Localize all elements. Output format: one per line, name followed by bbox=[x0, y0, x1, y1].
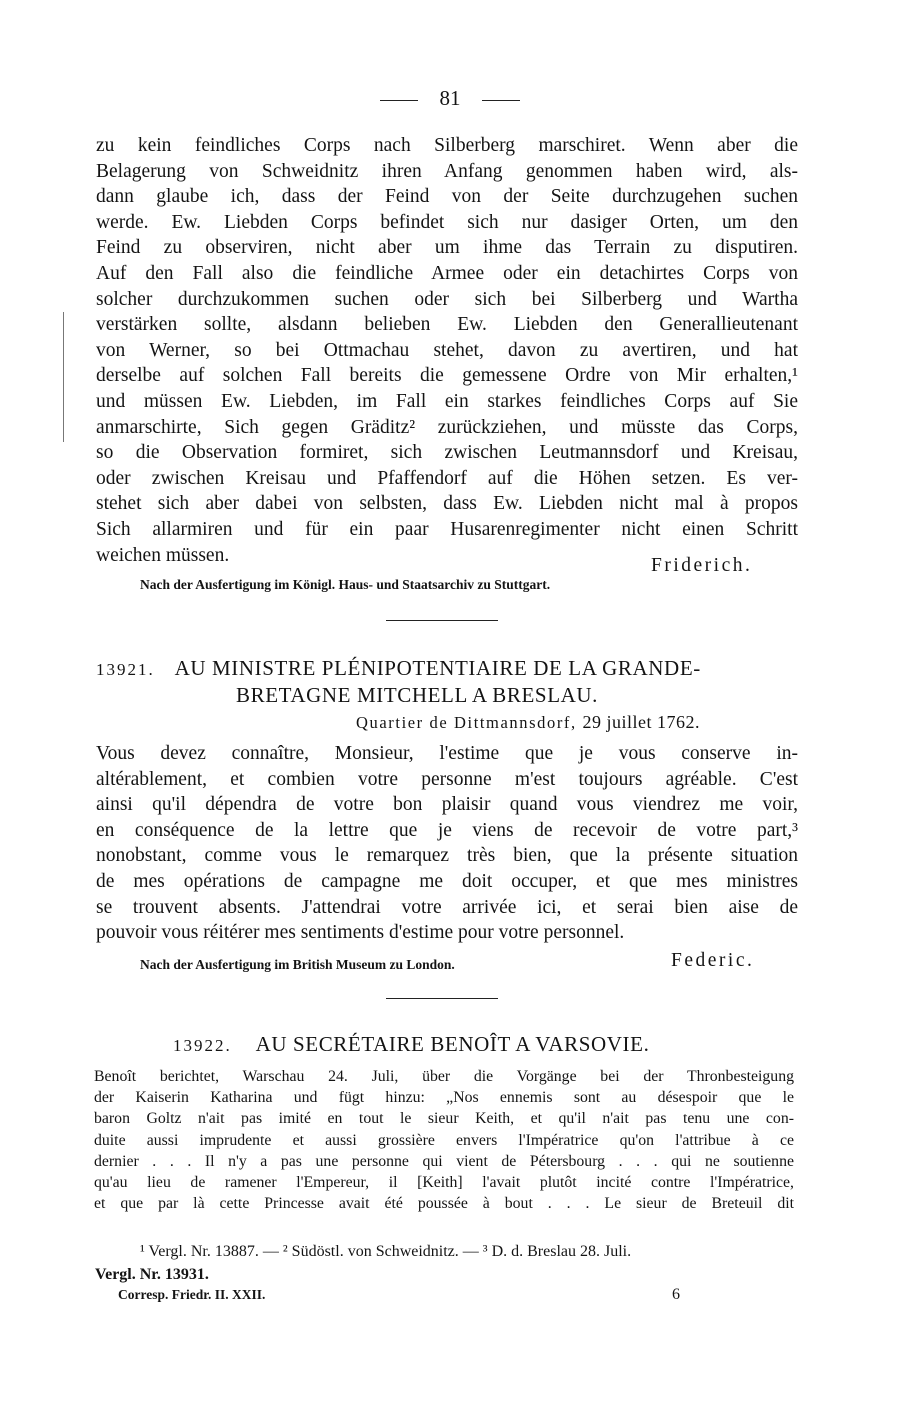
body-line: altérablement, et combien votre personne m'est toujours agréable. C'est bbox=[96, 768, 798, 790]
letter-3-number: 13922. bbox=[173, 1036, 232, 1055]
body-line: et que par là cette Princesse avait été poussée à bout . . . Le sieur de Breteuil dit bbox=[94, 1195, 794, 1213]
footer-signature-mark: 6 bbox=[672, 1286, 680, 1303]
page-number: 81 bbox=[439, 86, 461, 110]
body-line: anmarschirte, Sich gegen Gräditz² zurückziehen, und müsste das Corps, bbox=[96, 416, 798, 438]
body-line: derselbe auf solchen Fall bereits die gemessene Ordre von Mir erhalten,¹ bbox=[96, 365, 798, 387]
body-line: so die Observation formiret, sich zwischen Leutmannsdorf und Kreisau, bbox=[96, 442, 798, 464]
separator-rule bbox=[386, 620, 498, 621]
header-dash-right bbox=[482, 100, 520, 101]
body-line: se trouvent absents. J'attendrai votre arrivée ici, et serai bien aise de bbox=[96, 896, 798, 918]
body-line: Sich allarmiren und für ein paar Husarenregimenter nicht einen Schritt bbox=[96, 518, 798, 540]
letter-3-heading bbox=[173, 1032, 649, 1057]
body-line: zu kein feindliches Corps nach Silberberg marschiret. Wenn aber die bbox=[96, 135, 798, 156]
letter-2-body bbox=[96, 741, 798, 946]
body-line: ainsi qu'il dépendra de votre bon plaisir quand vous viendrez me voir, bbox=[96, 794, 798, 816]
body-line: dann glaube ich, dass der Feind von der Seite durchzugehen suchen bbox=[96, 186, 798, 208]
body-line: und müssen Ew. Liebden, im Fall ein starkes feindliches Corps auf Sie bbox=[96, 390, 798, 412]
letter-1-source: Nach der Ausfertigung im Königl. Haus- und Staatsarchiv zu Stuttgart. bbox=[140, 577, 551, 592]
body-line: qu'au lieu de ramener l'Empereur, il [Keith] l'avait plutôt incité contre l'Impératrice, bbox=[94, 1174, 794, 1192]
body-line: nonobstant, comme vous le remarquez très bien, que la présente situation bbox=[96, 845, 798, 867]
body-line: der Kaiserin Katharina und fügt hinzu: „Nos ennemis sont au désespoir que le bbox=[94, 1089, 794, 1107]
letter-1-body bbox=[96, 133, 798, 568]
header-dash-left bbox=[380, 100, 418, 101]
letter-1-signature: Friderich. bbox=[651, 555, 753, 576]
body-line: von Werner, so bei Ottmachau stehet, davon zu avertiren, und hat bbox=[96, 339, 798, 361]
body-line: Belagerung von Schweidnitz ihren Anfang genommen haben wird, als- bbox=[96, 160, 798, 182]
page-header bbox=[0, 86, 900, 111]
letter-3-title: AU SECRÉTAIRE BENOÎT A VARSOVIE. bbox=[255, 1032, 650, 1056]
body-line: weichen müssen. bbox=[96, 544, 230, 566]
footnote-line-2: Vergl. Nr. 13931. bbox=[95, 1266, 209, 1283]
letter-2-title-line-2: BRETAGNE MITCHELL A BRESLAU. bbox=[236, 683, 599, 707]
letter-2-source: Nach der Ausfertigung im British Museum zu London. bbox=[140, 957, 455, 972]
letter-2-title-line-1: AU MINISTRE PLÉNIPOTENTIAIRE DE LA GRANDE- bbox=[174, 656, 701, 680]
body-line: solcher durchzukommen suchen oder sich bei Silberberg und Wartha bbox=[96, 288, 798, 310]
body-line: Vous devez connaître, Monsieur, l'estime que je vous conserve in- bbox=[96, 743, 798, 764]
body-line: duite aussi imprudente et aussi grossière envers l'Impératrice qu'on l'attribue à ce bbox=[94, 1131, 794, 1149]
letter-2-date: 29 juillet 1762. bbox=[582, 712, 700, 732]
letter-2-place: Quartier de Dittmannsdorf, bbox=[356, 713, 577, 732]
footer-source: Corresp. Friedr. II. XXII. bbox=[118, 1287, 266, 1302]
body-line: baron Goltz n'ait pas imité en tout le sieur Keith, et qu'il n'ait pas tenu une con- bbox=[94, 1110, 794, 1128]
body-line: Benoît berichtet, Warschau 24. Juli, über die Vorgänge bei der Thronbesteigung bbox=[94, 1068, 794, 1085]
separator-rule bbox=[386, 998, 498, 999]
body-line: Auf den Fall also die feindliche Armee oder ein detachirtes Corps von bbox=[96, 262, 798, 284]
body-line: verstärken sollte, alsdann belieben Ew. Liebden den Generallieutenant bbox=[96, 314, 798, 336]
margin-mark bbox=[63, 312, 64, 442]
letter-2-signature: Federic. bbox=[671, 950, 755, 971]
letter-2-heading bbox=[96, 656, 798, 681]
body-line: stehet sich aber dabei von selbsten, dass Ew. Liebden nicht mal à propos bbox=[96, 493, 798, 515]
footnote-line-1: ¹ Vergl. Nr. 13887. — ² Südöstl. von Schweidnitz. — ³ D. d. Breslau 28. Juli. bbox=[140, 1243, 632, 1260]
body-line: en conséquence de la lettre que je viens de recevoir de votre part,³ bbox=[96, 819, 798, 841]
body-line: werde. Ew. Liebden Corps befindet sich nur dasiger Orten, um den bbox=[96, 211, 798, 233]
body-line: Feind zu observiren, nicht aber um ihme das Terrain zu disputiren. bbox=[96, 237, 798, 259]
letter-2-dateline bbox=[356, 712, 700, 733]
body-line: de mes opérations de campagne me doit occuper, et que mes ministres bbox=[96, 870, 798, 892]
body-line: pouvoir vous réitérer mes sentiments d'estime pour votre personnel. bbox=[96, 922, 625, 944]
body-line: dernier . . . Il n'y a pas une personne qui vient de Pétersbourg . . . qui ne soutienne bbox=[94, 1152, 794, 1170]
letter-2-number: 13921. bbox=[96, 660, 155, 679]
body-line: oder zwischen Kreisau und Pfaffendorf auf die Höhen setzen. Es ver- bbox=[96, 467, 798, 489]
letter-3-body bbox=[94, 1066, 794, 1214]
